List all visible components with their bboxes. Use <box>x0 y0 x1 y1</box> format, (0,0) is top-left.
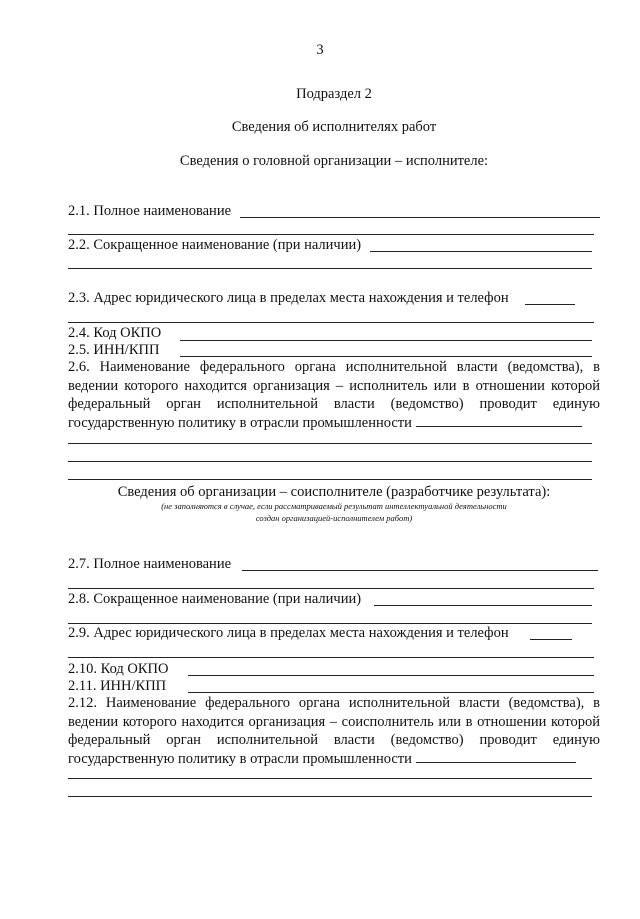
field-inn-kpp-line[interactable] <box>180 356 592 357</box>
co-field-short-name-line-2[interactable] <box>68 623 592 624</box>
page-number: 3 <box>316 42 324 58</box>
field-short-name-line-2[interactable] <box>68 268 592 269</box>
co-field-address-label: 2.9. Адрес юридического лица в пределах места нахождения и телефон <box>68 625 509 641</box>
co-field-address-line-2[interactable] <box>68 657 594 658</box>
co-field-federal-body-line-2[interactable] <box>68 778 592 779</box>
field-short-name-line[interactable] <box>370 251 592 252</box>
co-field-full-name-label: 2.7. Полное наименование <box>68 556 232 572</box>
field-federal-body-line-2[interactable] <box>68 443 592 444</box>
field-address-line-2[interactable] <box>68 322 594 323</box>
co-field-okpo-line[interactable] <box>188 675 594 676</box>
field-full-name-label: 2.1. Полное наименование <box>68 203 232 219</box>
co-field-federal-body-line-3[interactable] <box>68 796 592 797</box>
co-org-note-2: создан организацией-исполнителем работ) <box>255 513 413 523</box>
co-field-inn-kpp-label: 2.11. ИНН/КПП <box>68 678 167 694</box>
field-federal-body-line-4[interactable] <box>68 479 592 480</box>
field-inn-kpp-label: 2.5. ИНН/КПП <box>68 342 160 358</box>
section-title: Сведения об исполнителях работ <box>231 119 437 135</box>
co-field-short-name-label: 2.8. Сокращенное наименование (при наличии) <box>68 591 362 607</box>
co-field-short-name-line[interactable] <box>374 605 592 606</box>
co-field-federal-body-label: 2.12. Наименование федерального органа исполнительной власти (ведомства), в ведении которого находится организация – соисполнитель или в отношении которой федеральный орган исполнительной власти (ведомство) проводит единую государственную политику в отрасли промышленности <box>68 695 600 768</box>
field-okpo-label: 2.4. Код ОКПО <box>68 325 162 341</box>
field-full-name-line-2[interactable] <box>68 234 594 235</box>
field-address-line[interactable] <box>525 304 575 305</box>
co-field-inn-kpp-line[interactable] <box>188 692 594 693</box>
co-field-address-line[interactable] <box>530 639 572 640</box>
co-field-full-name-line[interactable] <box>242 570 598 571</box>
subsection-title: Подраздел 2 <box>296 86 372 102</box>
co-field-okpo-label: 2.10. Код ОКПО <box>68 661 169 677</box>
co-org-title: Сведения об организации – соисполнителе (разработчике результата): <box>117 484 551 500</box>
co-org-note-1: (не заполняются в случае, если рассматриваемый результат интеллектуальной деятельности <box>161 501 507 511</box>
field-federal-body-line[interactable] <box>416 415 582 427</box>
field-federal-body-line-3[interactable] <box>68 461 592 462</box>
lead-org-title: Сведения о головной организации – исполнителе: <box>179 153 489 169</box>
co-field-federal-body-line[interactable] <box>416 751 576 763</box>
field-full-name-line[interactable] <box>240 217 600 218</box>
co-field-full-name-line-2[interactable] <box>68 588 594 589</box>
field-address-label: 2.3. Адрес юридического лица в пределах места нахождения и телефон <box>68 290 509 306</box>
field-federal-body-label: 2.6. Наименование федерального органа исполнительной власти (ведомства), в ведении которого находится организация – исполнитель или в отношении которой федеральный орган исполнительной власти (ведомство) проводит единую государственную политику в отрасли промышленности <box>68 359 600 432</box>
field-okpo-line[interactable] <box>180 340 592 341</box>
field-short-name-label: 2.2. Сокращенное наименование (при наличии) <box>68 237 362 253</box>
